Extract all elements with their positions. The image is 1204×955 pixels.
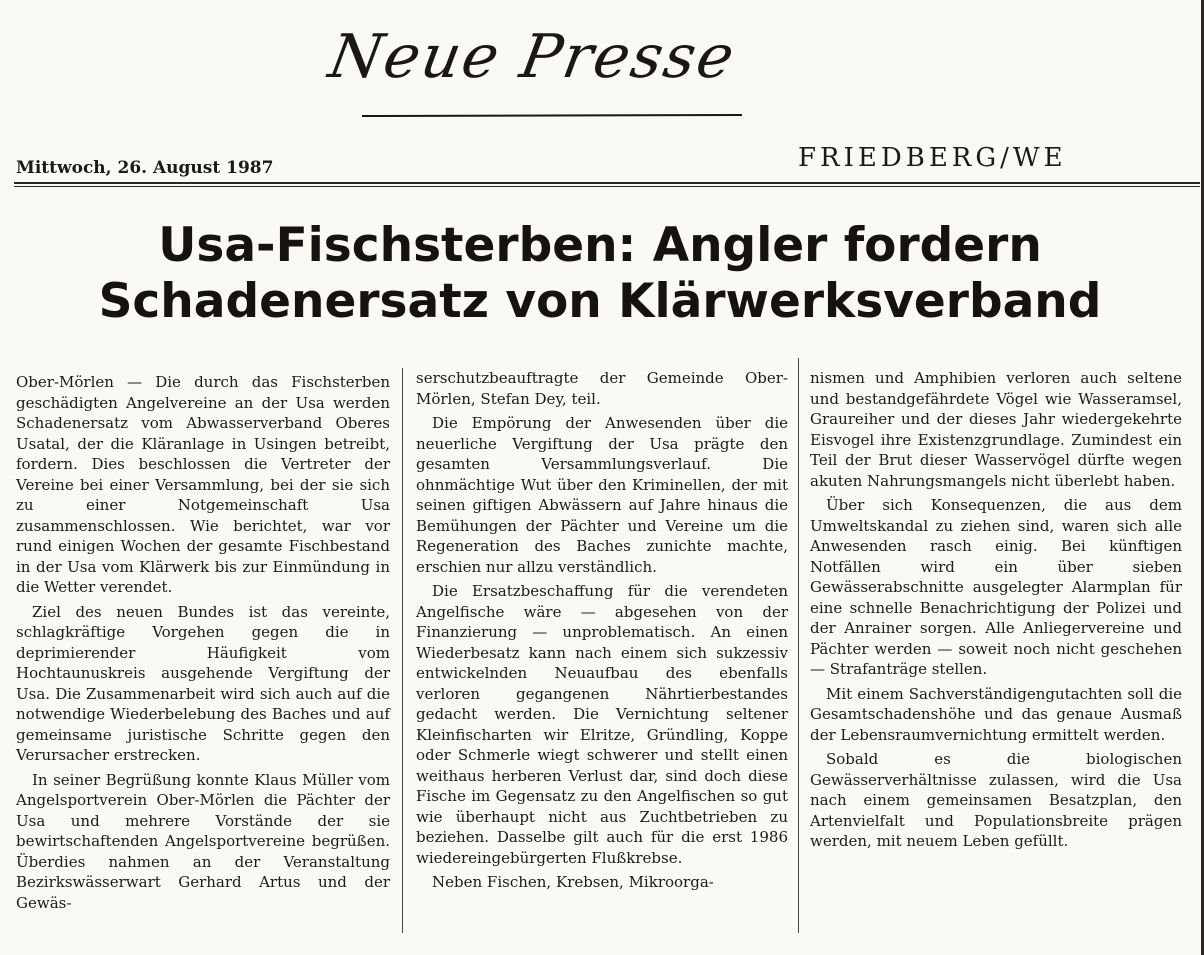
paragraph: Ober-Mörlen — Die durch das Fischsterben geschädigten Angelvereine an der Usa werden Schadenersatz vom Abwasserverband Oberes Usatal, der die Kläranlage in Usingen betreibt, fordern. Dies beschlossen die Vertreter der Vereine bei einer Versammlung, bei der sie sich zu einer Notgemeinschaft Usa zusammenschlossen. Wie berichtet, war vor rund einigen Wochen der gesamte Fischbestand in der Usa vom Klärwerk bis zur Einmündung in die Wetter verendet.	[16, 373, 390, 596]
paragraph: Über sich Konsequenzen, die aus dem Umweltskandal zu ziehen sind, waren sich alle Anwesenden rasch einig. Bei künftigen Notfällen wird ein über sieben Gewässerabschnitte ausgelegter Alarmplan für eine schnelle Benachrichtigung der Polizei und der Anrainer sorgen. Alle Anliegervereine und Pächter werden — soweit noch nicht geschehen — Strafanträge stellen.	[810, 496, 1182, 678]
section-label: FRIEDBERG/WE	[798, 143, 1067, 173]
paragraph: Neben Fischen, Krebsen, Mikroorga-	[432, 873, 714, 891]
paragraph: nismen und Amphibien verloren auch seltene und bestandgefährdete Vögel wie Wasseramsel, Graureiher und der dieses Jahr wiedergekehrte Eisvogel ihre Existenzgrundlage. Zumindest ein Teil der Brut dieser Wasservögel dürfte wegen akuten Nahrungsmangels nicht überlebt haben.	[810, 369, 1182, 490]
masthead-underline	[362, 114, 742, 117]
masthead	[323, 22, 750, 132]
paragraph: Ziel des neuen Bundes ist das vereinte, schlagkräftige Vorgehen gegen die in deprimierender Häufigkeit vom Hochtaunuskreis ausgehende Vergiftung der Usa. Die Zusammenarbeit wird sich auch auf die notwendige Wiederbelebung des Baches und auf gemeinsame juristische Schritte gegen den Verursacher erstrecken.	[16, 602, 390, 764]
paragraph: Die Ersatzbeschaffung für die verendeten Angelfische wäre — abgesehen von der Finanzierung — unproblematisch. An einen Wiederbesatz kann nach einem sich sukzessiv entwickelnden Neuaufbau des ebenfalls verloren gegangenen Nährtierbestandes gedacht werden. Die Vernichtung seltener Kleinfischarten wir Elritze, Gründling, Koppe oder Schmerle wiegt schwerer und stellt einen weithaus herberen Verlust dar, sind doch diese Fische im Gegensatz zu den Angelfischen so gut wie überhaupt nicht aus Zuchtbetrieben zu beziehen. Dasselbe gilt auch für die erst 1986 wiedereingebürgerten Flußkrebse.	[416, 582, 788, 867]
article-column-2	[416, 368, 788, 893]
masthead-name: Neue Presse	[323, 22, 742, 92]
divider	[14, 182, 1200, 184]
divider	[14, 186, 1200, 187]
paragraph: Sobald es die biologischen Gewässerverhältnisse zulassen, wird die Usa nach einem gemeinsamen Besatzplan, den Artenvielfalt und Populationsbreite prägen werden, mit neuem Leben gefüllt.	[810, 750, 1182, 850]
headline-line-2: Schadenersatz von Klärwerksverband	[98, 274, 1102, 329]
paragraph: serschutzbeauftragte der Gemeinde Ober-Mörlen, Stefan Dey, teil.	[416, 369, 788, 408]
headline-line-1: Usa-Fischsterben: Angler fordern	[158, 218, 1042, 273]
paragraph: Mit einem Sachverständigengutachten soll die Gesamtschadenshöhe und das genaue Ausmaß der Lebensraumvernichtung ermittelt werden.	[810, 684, 1182, 744]
paragraph: Die Empörung der Anwesenden über die neuerliche Vergiftung der Usa prägte den gesamten Versammlungsverlauf. Die ohnmächtige Wut über den Kriminellen, der mit seinen giftigen Abwässern auf Jahre hinaus die Bemühungen der Pächter und Vereine um die Regeneration des Baches zunichte machte, erschien nur allzu verständlich.	[416, 414, 788, 576]
column-divider	[798, 358, 799, 933]
column-divider	[402, 368, 403, 933]
article-column-1	[16, 372, 390, 913]
headline	[40, 218, 1160, 330]
paragraph: In seiner Begrüßung konnte Klaus Müller vom Angelsportverein Ober-Mörlen die Pächter der Usa und mehrere Vorstände der sie bewirtschaftenden Angelsportvereine begrüßen. Überdies nahmen an der Veranstaltung Bezirkswässerwart Gerhard Artus und der Gewäs-	[16, 770, 390, 912]
issue-date: Mittwoch, 26. August 1987	[16, 158, 274, 178]
article-column-3	[810, 368, 1182, 852]
